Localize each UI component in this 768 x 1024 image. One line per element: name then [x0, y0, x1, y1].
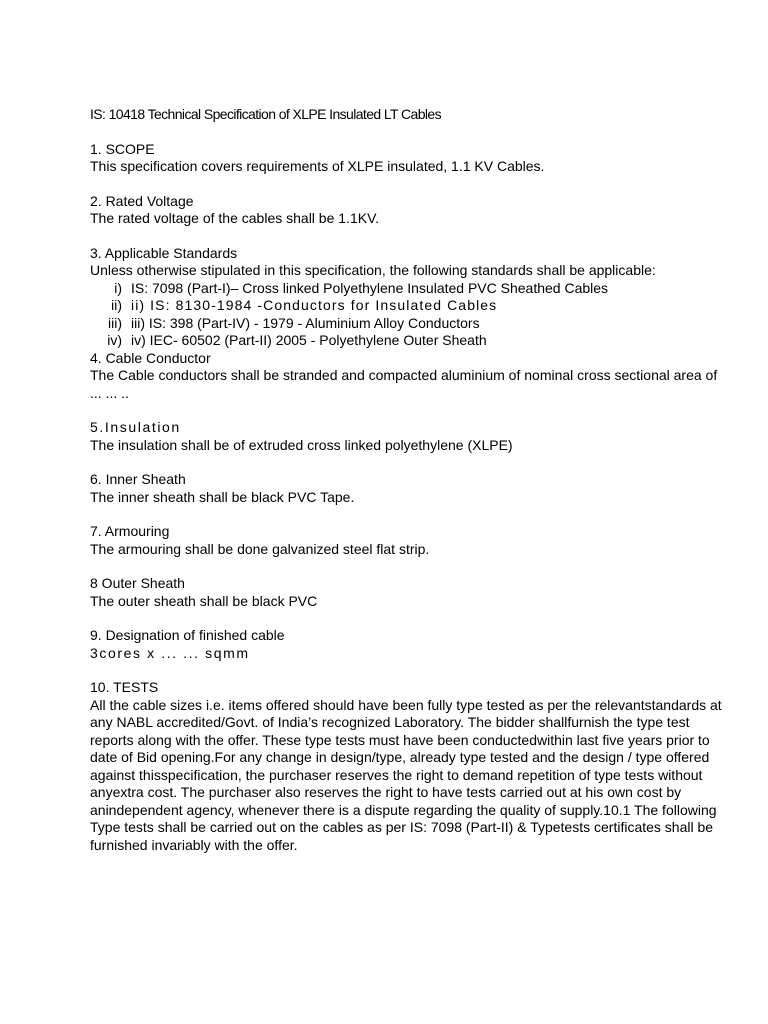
section-heading: 1. SCOPE	[90, 140, 155, 157]
section-inner-sheath	[90, 471, 740, 506]
section-text: The insulation shall be of extruded cross linked polyethylene (XLPE)	[90, 436, 513, 453]
list-item	[90, 297, 740, 315]
section-text: The inner sheath shall be black PVC Tape.	[90, 488, 355, 505]
section-text: All the cable sizes i.e. items offered should have been fully type tested as per the relevantstandards at any NABL accredited/Govt. of India’s recognized Laboratory. The bidder shallfurnish the type test reports along with the offer. These type tests must have been conductedwithin last five years prior to date of Bid opening.For any change in design/type, already type tested and the design / type offered against thisspecification, the purchaser reserves the right to demand repetition of type tests without anyextra cost. The purchaser also reserves the right to have tests carried out at his own cost by anindependent agency, whenever there is a dispute regarding the quality of supply.10.1 The following Type tests shall be carried out on the cables as per IS: 7098 (Part-II) & Typetests certificates shall be furnished invariably with the offer.	[90, 696, 722, 853]
list-item-number: ii)	[111, 297, 122, 313]
section-text: 3cores x ... ... sqmm	[90, 644, 250, 661]
section-heading: 6. Inner Sheath	[90, 471, 186, 487]
list-item-text: iv) IEC- 60502 (Part-II) 2005 - Polyethylene Outer Sheath	[131, 332, 487, 348]
section-cable-conductor	[90, 350, 740, 403]
list-item-number: iv)	[107, 332, 122, 348]
document-page	[90, 106, 740, 854]
section-heading: 5.Insulation	[90, 419, 181, 435]
section-heading: 9. Designation of finished cable	[90, 627, 285, 643]
document-title: IS: 10418 Technical Specification of XLPE Insulated LT Cables	[90, 106, 441, 122]
section-heading: 8 Outer Sheath	[90, 575, 185, 591]
section-text: The rated voltage of the cables shall be 1.1KV.	[90, 210, 380, 226]
section-heading: 10. TESTS	[90, 679, 159, 695]
section-text: Unless otherwise stipulated in this specification, the following standards shall be applicable:	[90, 262, 656, 278]
list-item-number: iii)	[108, 314, 122, 331]
list-item	[90, 332, 740, 350]
section-text: The outer sheath shall be black PVC	[90, 592, 318, 609]
list-item	[90, 315, 740, 333]
list-item-text: IS: 7098 (Part-I)– Cross linked Polyethylene Insulated PVC Sheathed Cables	[131, 279, 609, 296]
section-heading: 7. Armouring	[90, 523, 170, 539]
section-heading: 3. Applicable Standards	[90, 244, 238, 261]
section-heading: 2. Rated Voltage	[90, 192, 194, 209]
section-heading: 4. Cable Conductor	[90, 349, 211, 366]
section-applicable-standards	[90, 245, 740, 350]
section-insulation	[90, 419, 740, 454]
section-rated-voltage	[90, 193, 740, 228]
list-item-text: ii) IS: 8130-1984 -Conductors for Insulated Cables	[131, 297, 498, 313]
section-outer-sheath	[90, 575, 740, 610]
list-item-text: iii) IS: 398 (Part-IV) - 1979 - Aluminium Alloy Conductors	[131, 314, 480, 331]
section-designation	[90, 627, 740, 662]
list-item	[90, 280, 740, 298]
section-armouring	[90, 523, 740, 558]
standards-list	[90, 280, 740, 350]
section-text: This specification covers requirements of XLPE insulated, 1.1 KV Cables.	[90, 158, 545, 174]
section-scope	[90, 141, 740, 176]
section-text: The armouring shall be done galvanized steel flat strip.	[90, 540, 430, 557]
section-tests	[90, 679, 740, 854]
list-item-number: i)	[114, 279, 122, 296]
section-text: The Cable conductors shall be stranded and compacted aluminium of nominal cross sectional area of ... ... ..	[90, 367, 718, 401]
